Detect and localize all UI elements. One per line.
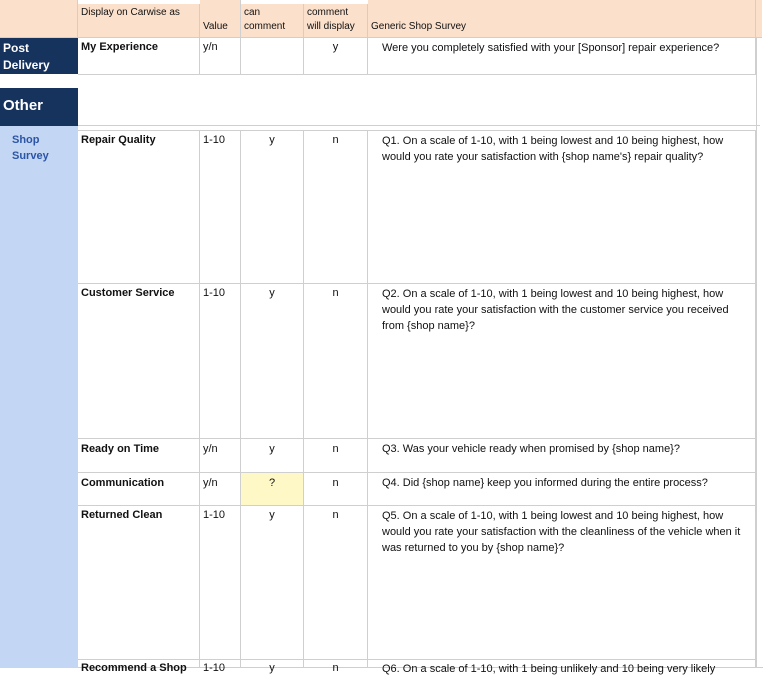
row-value[interactable]: y/n <box>200 38 241 75</box>
row-question[interactable]: Q4. Did {shop name} keep you informed during the entire process? <box>368 473 756 506</box>
row-display[interactable]: Repair Quality <box>78 130 200 284</box>
row-can-comment[interactable] <box>241 38 304 75</box>
header-extra <box>756 0 762 38</box>
section-post-delivery[interactable] <box>0 38 78 74</box>
row-can-comment[interactable]: y <box>241 660 304 668</box>
row-comment-display[interactable]: n <box>304 660 368 668</box>
row-display[interactable]: Customer Service <box>78 284 200 439</box>
row-question[interactable]: Q6. On a scale of 1-10, with 1 being unlikely and 10 being very likely <box>368 660 756 668</box>
row-comment-display[interactable]: n <box>304 284 368 439</box>
row-value[interactable]: 1-10 <box>200 130 241 284</box>
row-can-comment[interactable]: y <box>241 439 304 473</box>
row-question[interactable]: Q3. Was your vehicle ready when promised by {shop name}? <box>368 439 756 473</box>
row-question[interactable]: Q5. On a scale of 1-10, with 1 being lowest and 10 being highest, how would you rate your satisfaction with the cleanliness of the vehicle when it was returned to you by {shop name}? <box>368 506 756 660</box>
row-display[interactable]: My Experience <box>78 38 200 75</box>
header-can-comment[interactable]: can comment <box>241 4 304 38</box>
row-comment-display[interactable]: y <box>304 38 368 75</box>
row-display[interactable]: Ready on Time <box>78 439 200 473</box>
row-can-comment[interactable]: ? <box>241 473 304 506</box>
row-comment-display[interactable]: n <box>304 130 368 284</box>
section-other[interactable] <box>0 88 78 126</box>
section-gap <box>0 74 78 88</box>
row-value[interactable]: 1-10 <box>200 660 241 668</box>
header-display[interactable]: Display on Carwise as <box>78 4 200 38</box>
row-comment-display[interactable]: n <box>304 506 368 660</box>
row-can-comment[interactable]: y <box>241 130 304 284</box>
header-value[interactable]: Value <box>200 0 241 38</box>
row-comment-display[interactable]: n <box>304 473 368 506</box>
header-survey[interactable]: Generic Shop Survey <box>368 0 756 38</box>
row-value[interactable]: 1-10 <box>200 506 241 660</box>
empty-band <box>78 75 760 126</box>
row-question[interactable]: Q1. On a scale of 1-10, with 1 being lowest and 10 being highest, how would you rate your satisfaction with {shop name's} repair quality? <box>368 130 756 284</box>
row-value[interactable]: 1-10 <box>200 284 241 439</box>
section-shop-survey-label: Shop Survey <box>12 134 49 162</box>
row-question[interactable]: Were you completely satisfied with your [Sponsor] repair experience? <box>368 38 756 75</box>
row-display[interactable]: Returned Clean <box>78 506 200 660</box>
row-can-comment[interactable]: y <box>241 284 304 439</box>
row-display[interactable]: Communication <box>78 473 200 506</box>
row-can-comment[interactable]: y <box>241 506 304 660</box>
row-value[interactable]: y/n <box>200 473 241 506</box>
row-question[interactable]: Q2. On a scale of 1-10, with 1 being lowest and 10 being highest, how would you rate your satisfaction with the customer service you received from {shop name}? <box>368 284 756 439</box>
row-display[interactable]: Recommend a Shop <box>78 660 200 668</box>
row-comment-display[interactable]: n <box>304 439 368 473</box>
row-value[interactable]: y/n <box>200 439 241 473</box>
header-spacer <box>0 0 78 38</box>
section-post-delivery-label: Post Delivery <box>3 41 50 72</box>
section-shop-survey[interactable] <box>0 126 78 668</box>
section-other-label: Other <box>3 97 44 114</box>
header-comment-display[interactable]: comment will display <box>304 4 368 38</box>
edge-column <box>756 38 763 668</box>
